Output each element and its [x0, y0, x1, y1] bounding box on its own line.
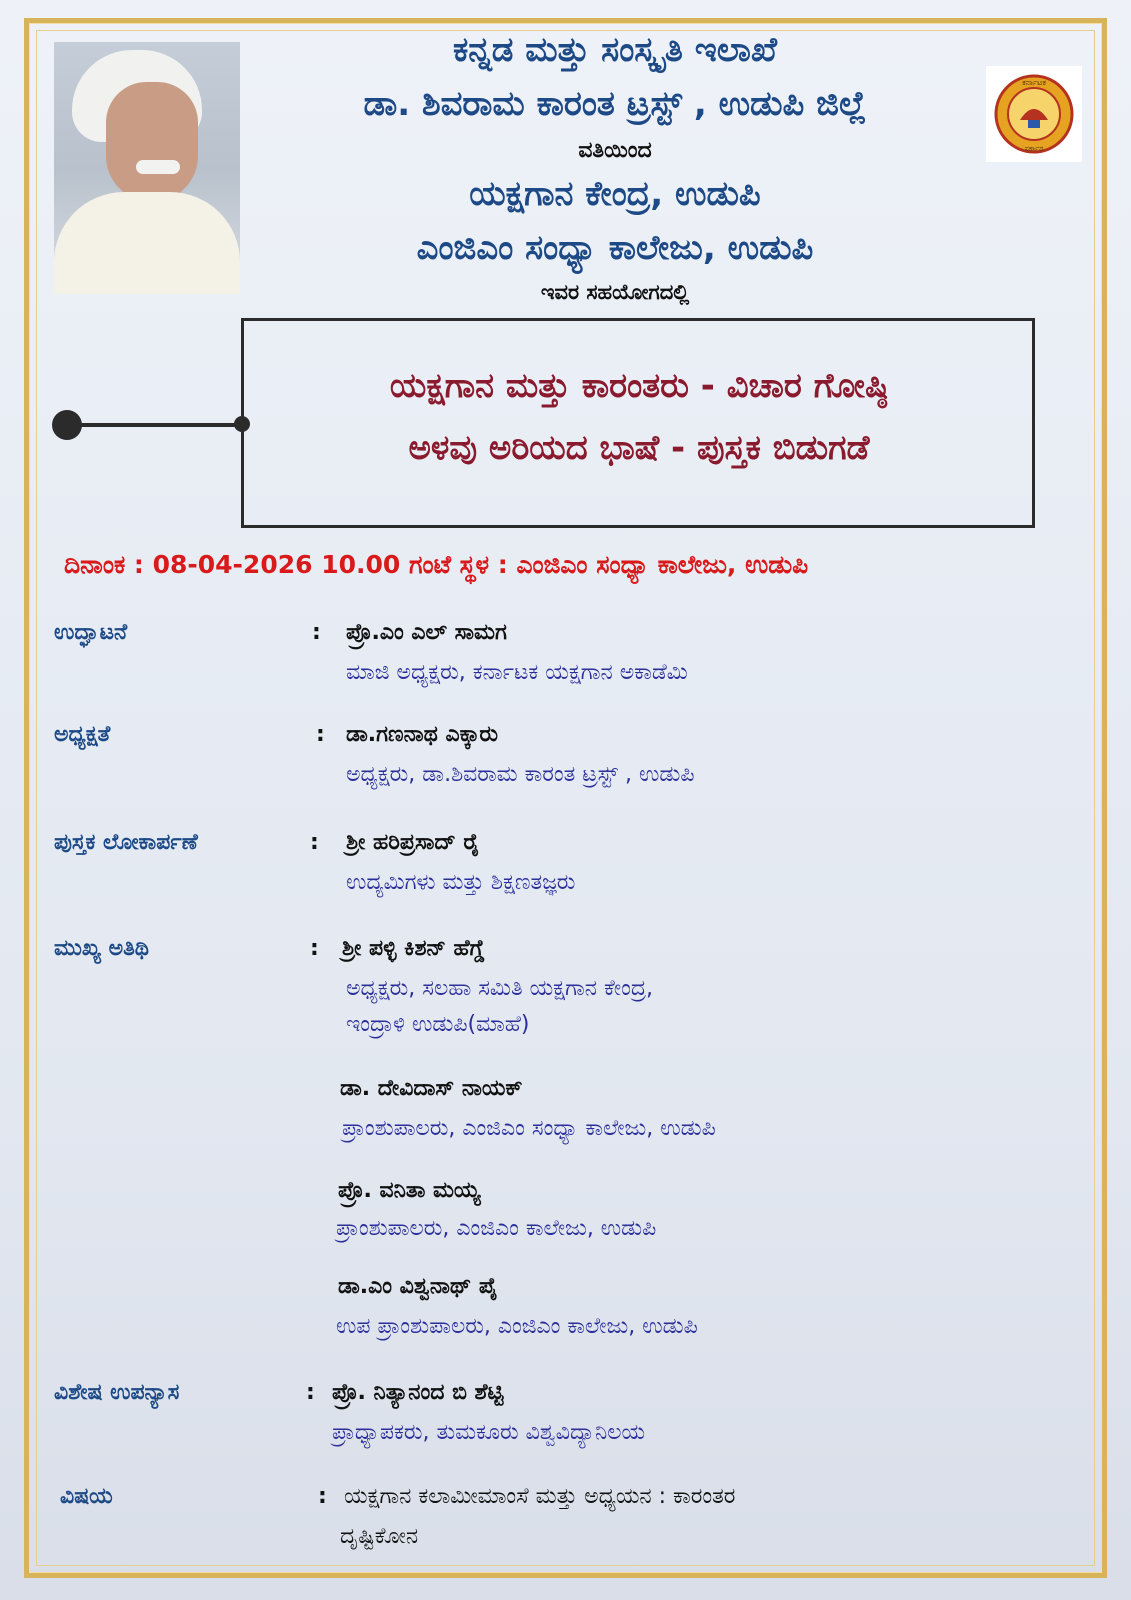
colon: :: [312, 620, 321, 645]
guest-2-desc: ಪ್ರಾಂಶುಪಾಲರು, ಎಂಜಿಎಂ ಸಂಧ್ಯಾ ಕಾಲೇಜು, ಉಡುಪಿ: [342, 1116, 716, 1141]
chief-guest-desc-2: ಇಂದ್ರಾಳಿ ಉಡುಪಿ(ಮಾಹೆ): [346, 1012, 530, 1037]
guest-4-desc: ಉಪ ಪ್ರಾಂಶುಪಾಲರು, ಎಂಜಿಎಂ ಕಾಲೇಜು, ಉಡುಪಿ: [336, 1314, 698, 1339]
chief-guest-desc-1: ಅಧ್ಯಕ್ಷರು, ಸಲಹಾ ಸಮಿತಿ ಯಕ್ಷಗಾನ ಕೇಂದ್ರ,: [346, 976, 654, 1001]
book-release-name: ಶ್ರೀ ಹರಿಪ್ರಸಾದ್ ರೈ: [346, 830, 480, 855]
colon: :: [310, 936, 319, 961]
inaugurator-desc: ಮಾಜಿ ಅಧ್ಯಕ್ಷರು, ಕರ್ನಾಟಕ ಯಕ್ಷಗಾನ ಅಕಾಡೆಮಿ: [346, 660, 688, 685]
subject-text: ಯಕ್ಷಗಾನ ಕಲಾಮೀಮಾಂಸೆ ಮತ್ತು ಅಧ್ಯಯನ : ಕಾರಂತರ: [344, 1484, 736, 1509]
emblem-text-top: ಕರ್ನಾಟಕ: [1022, 78, 1046, 87]
emblem-text-bottom: ಸರ್ಕಾರ: [1024, 144, 1044, 153]
colon: :: [316, 722, 325, 747]
connector-line: [78, 423, 242, 427]
guest-3-desc: ಪ್ರಾಂಶುಪಾಲರು, ಎಂಜಿಎಂ ಕಾಲೇಜು, ಉಡುಪಿ: [336, 1216, 657, 1241]
colon: :: [318, 1484, 327, 1509]
label-inauguration: ಉದ್ಘಾಟನೆ: [54, 620, 128, 645]
president-desc: ಅಧ್ಯಕ್ಷರು, ಡಾ.ಶಿವರಾಮ ಕಾರಂತ ಟ್ರಸ್ಟ್ , ಉಡುಪಿ: [346, 762, 695, 787]
header-department: ಕನ್ನಡ ಮತ್ತು ಸಂಸ್ಕೃತಿ ಇಲಾಖೆ: [452, 30, 777, 70]
label-subject: ವಿಷಯ: [60, 1484, 113, 1509]
title-box: [241, 318, 1035, 528]
guest-4-name: ಡಾ.ಎಂ ವಿಶ್ವನಾಥ್ ಪೈ: [338, 1274, 498, 1299]
colon: :: [306, 1380, 315, 1405]
header-trust: ಡಾ. ಶಿವರಾಮ ಕಾರಂತ ಟ್ರಸ್ಟ್ , ಉಡುಪಿ ಜಿಲ್ಲೆ: [363, 84, 867, 124]
karnataka-emblem-icon: [986, 66, 1082, 162]
label-special-lecture: ವಿಶೇಷ ಉಪನ್ಯಾಸ: [54, 1380, 180, 1405]
chief-guest-name: ಶ್ರೀ ಪಳ್ಳಿ ಕಿಶನ್ ಹೆಗ್ಡೆ: [342, 936, 485, 961]
label-book-release: ಪುಸ್ತಕ ಲೋಕಾರ್ಪಣೆ: [54, 830, 198, 855]
header-in-collaboration: ಇವರ ಸಹಯೋಗದಲ್ಲಿ: [540, 280, 690, 304]
date-time-venue: ದಿನಾಂಕ : 08-04-2026 10.00 ಗಂಟೆ ಸ್ಥಳ : ಎಂಜಿಎಂ ಸಂಧ್ಯಾ ಕಾಲೇಜು, ಉಡುಪಿ: [64, 550, 809, 579]
speaker-desc: ಪ್ರಾಧ್ಯಾಪಕರು, ತುಮಕೂರು ವಿಶ್ವವಿದ್ಯಾನಿಲಯ: [332, 1420, 646, 1445]
label-chief-guest: ಮುಖ್ಯ ಅತಿಥಿ: [54, 936, 149, 961]
president-name: ಡಾ.ಗಣನಾಥ ಎಕ್ಕಾರು: [346, 722, 499, 747]
header-college: ಎಂಜಿಎಂ ಸಂಧ್ಯಾ ಕಾಲೇಜು, ಉಡುಪಿ: [416, 228, 814, 268]
speaker-name: ಪ್ರೊ. ನಿತ್ಯಾನಂದ ಬಿ ಶೆಟ್ಟಿ: [332, 1380, 504, 1405]
colon: :: [310, 830, 319, 855]
label-presidency: ಅಧ್ಯಕ್ಷತೆ: [54, 722, 111, 747]
subject-text-cont: ದೃಷ್ಟಿಕೋನ: [340, 1524, 419, 1549]
guest-3-name: ಪ್ರೊ. ವನಿತಾ ಮಯ್ಯ: [338, 1178, 481, 1203]
guest-2-name: ಡಾ. ದೇವಿದಾಸ್ ನಾಯಕ್: [340, 1076, 523, 1101]
header-by: ವತಿಯಿಂದ: [578, 138, 652, 163]
book-release-desc: ಉದ್ಯಮಿಗಳು ಮತ್ತು ಶಿಕ್ಷಣತಜ್ಞರು: [346, 870, 576, 895]
header-yakshagana-kendra: ಯಕ್ಷಗಾನ ಕೇಂದ್ರ, ಉಡುಪಿ: [469, 174, 761, 214]
inaugurator-name: ಪ್ರೊ.ಎಂ ಎಲ್ ಸಾಮಗ: [346, 620, 507, 645]
portrait-photo: [54, 42, 240, 294]
book-release-title: ಅಳವು ಅರಿಯದ ಭಾಷೆ - ಪುಸ್ತಕ ಬಿಡುಗಡೆ: [408, 428, 870, 468]
event-title: ಯಕ್ಷಗಾನ ಮತ್ತು ಕಾರಂತರು - ವಿಚಾರ ಗೋಷ್ಠಿ: [389, 366, 889, 406]
